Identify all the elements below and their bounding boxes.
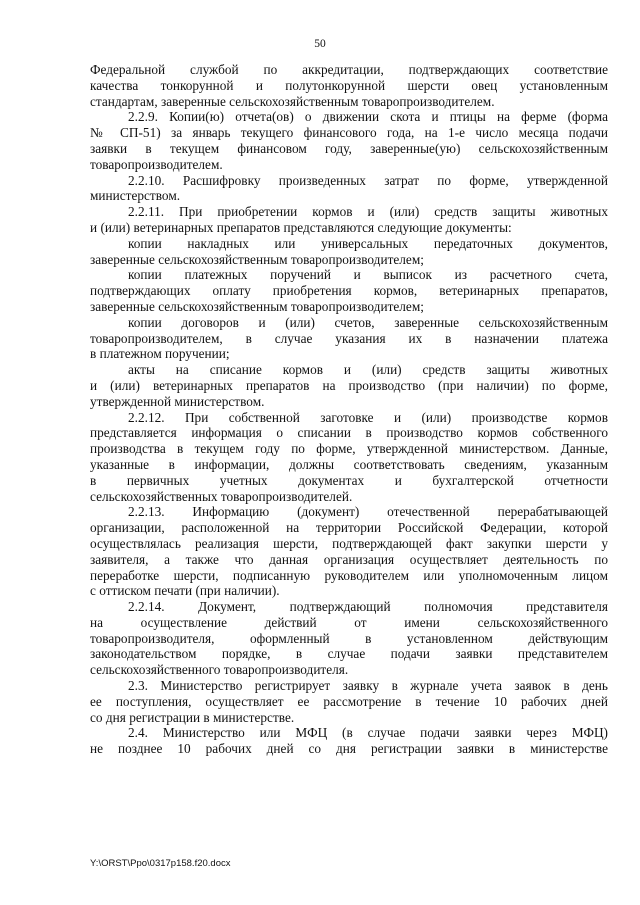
paragraph-line: и (или) ветеринарных препаратов на производство (при наличии) по форме, — [90, 377, 608, 393]
paragraph-line: сельскохозяйственных товаропроизводителей. — [90, 488, 353, 504]
paragraph-line: стандартам, заверенные сельскохозяйственным товаропроизводителем. — [90, 93, 495, 109]
paragraph-line: министерством. — [90, 188, 181, 204]
paragraph-line: представляется информация о списании в производство кормов собственного — [90, 425, 608, 441]
paragraph-line: заявителя, а также что данная организация осуществляет деятельность по — [90, 551, 608, 567]
paragraph-line: организации, расположенной на территории Российской Федерации, которой — [90, 520, 608, 536]
paragraph-line: переработке шерсти, подписанную руководителем или уполномоченным лицом — [90, 567, 608, 583]
paragraph-line: заявки в текущем финансовом году, заверенные(ую) сельскохозяйственным — [90, 140, 608, 156]
paragraph-line: заверенные сельскохозяйственным товаропроизводителем; — [90, 251, 424, 267]
paragraph-line: не позднее 10 рабочих дней со дня регистрации заявки в министерстве — [90, 741, 608, 757]
paragraph-line: 2.2.11. При приобретении кормов и (или) средств защиты животных — [128, 204, 608, 220]
paragraph-line: № СП-51) за январь текущего финансового года, на 1-е число месяца подачи — [90, 125, 608, 141]
paragraph-line: качества тонкорунной и полутонкорунной шерсти овец установленным — [90, 77, 608, 93]
paragraph-line: заверенные сельскохозяйственным товаропроизводителем; — [90, 298, 424, 314]
paragraph-line: 2.2.12. При собственной заготовке и (или) производстве кормов — [128, 409, 608, 425]
paragraph-line: со дня регистрации в министерстве. — [90, 709, 295, 725]
paragraph-line: и (или) ветеринарных препаратов представляются следующие документы: — [90, 219, 512, 235]
paragraph-line: в первичных учетных документах и бухгалтерской отчетности — [90, 472, 608, 488]
paragraph-line: в платежном поручении; — [90, 346, 230, 362]
paragraph-line: копии договоров и (или) счетов, заверенные сельскохозяйственным — [128, 314, 608, 330]
paragraph-line: копии платежных поручений и выписок из расчетного счета, — [128, 267, 608, 283]
paragraph-line: указанные в информации, должны соответствовать сведениям, указанным — [90, 456, 608, 472]
paragraph-line: законодательством порядке, в случае подачи заявки представителем — [90, 646, 608, 662]
paragraph-line: сельскохозяйственного товаропроизводителя. — [90, 662, 349, 678]
paragraph-line: товаропроизводителя, оформленный в установленном действующим — [90, 630, 608, 646]
paragraph-line: товаропроизводителем, в случае указания их в назначении платежа — [90, 330, 608, 346]
paragraph-line: 2.2.9. Копии(ю) отчета(ов) о движении скота и птицы на ферме (форма — [128, 109, 608, 125]
paragraph-line: с оттиском печати (при наличии). — [90, 583, 280, 599]
paragraph-line: на осуществление действий от имени сельскохозяйственного — [90, 614, 608, 630]
paragraph-line: 2.4. Министерство или МФЦ (в случае подачи заявки через МФЦ) — [128, 725, 608, 741]
paragraph-line: производства в текущем году по форме, утвержденной министерством. Данные, — [90, 441, 608, 457]
footer-file-path: Y:\ORST\Ppo\0317p158.f20.docx — [90, 858, 231, 869]
paragraph-line: ее поступления, осуществляет ее рассмотрение в течение 10 рабочих дней — [90, 693, 608, 709]
paragraph-line: осуществлялась реализация шерсти, подтверждающей факт закупки шерсти у — [90, 535, 608, 551]
paragraph-line: акты на списание кормов и (или) средств защиты животных — [128, 362, 608, 378]
paragraph-line: 2.2.14. Документ, подтверждающий полномочия представителя — [128, 599, 608, 615]
document-body — [90, 62, 608, 757]
paragraph-line: товаропроизводителем. — [90, 156, 223, 172]
paragraph-line: 2.3. Министерство регистрирует заявку в журнале учета заявок в день — [128, 678, 608, 694]
paragraph-line: копии накладных или универсальных передаточных документов, — [128, 235, 608, 251]
paragraph-line: Федеральной службой по аккредитации, подтверждающих соответствие — [90, 62, 608, 77]
paragraph-line: 2.2.13. Информацию (документ) отечественной перерабатывающей — [128, 504, 608, 520]
paragraph-line: 2.2.10. Расшифровку произведенных затрат по форме, утвержденной — [128, 172, 608, 188]
paragraph-line: утвержденной министерством. — [90, 393, 265, 409]
page-number: 50 — [314, 38, 326, 50]
paragraph-line: подтверждающих оплату приобретения кормов, ветеринарных препаратов, — [90, 283, 608, 299]
